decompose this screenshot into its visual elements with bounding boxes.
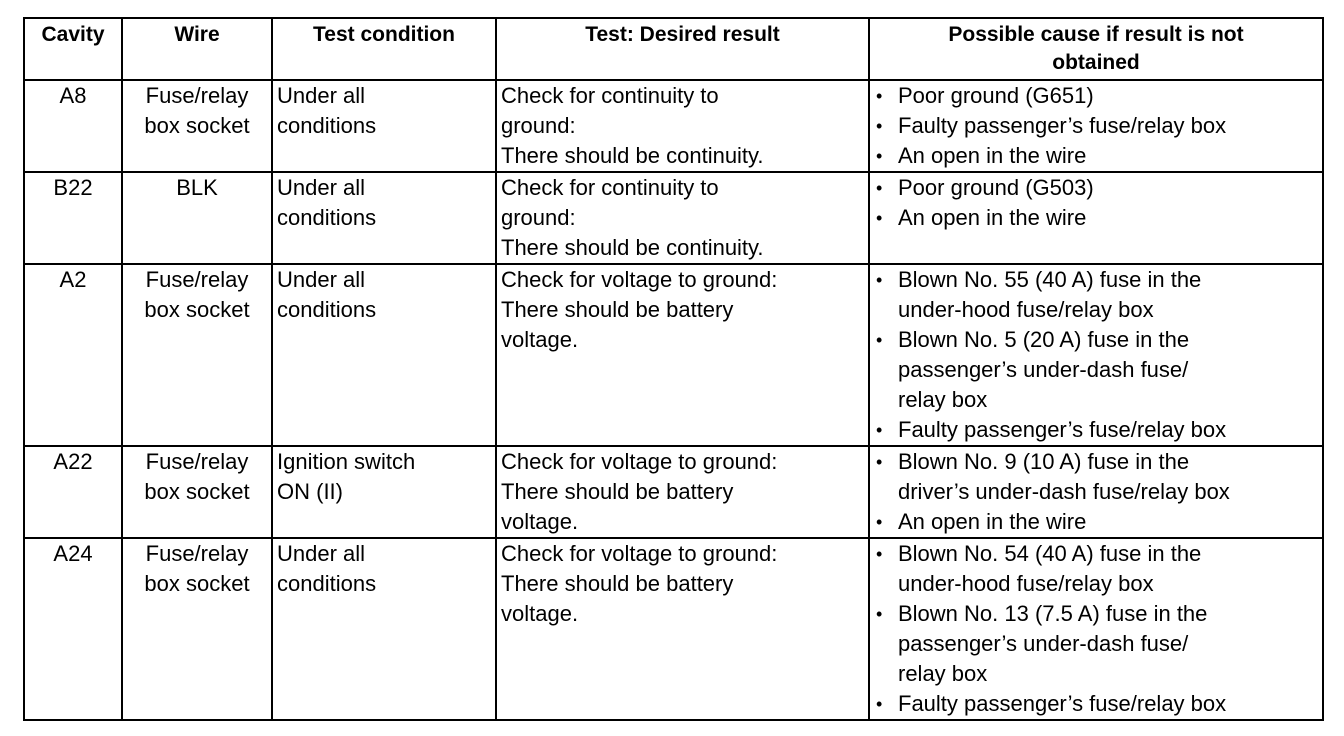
header-possible-cause-line1: Possible cause if result is not [948,23,1244,46]
cell-possible-cause [869,80,1323,172]
cell-desired-result [496,172,869,264]
header-cavity: Cavity [24,18,122,80]
header-row [24,18,1323,80]
cell-possible-cause [869,446,1323,538]
cell-cavity: A8 [24,80,122,172]
diagnostic-table [23,17,1324,721]
cause-text [898,173,1318,203]
cell-desired-result [496,264,869,446]
cell-test-condition-line: Under all [277,541,366,566]
cell-desired-result-line: Check for continuity to [501,175,719,200]
cell-test-condition-line: Under all [277,267,366,292]
cell-wire-line: Fuse/relay [145,449,249,474]
bullet-icon: • [876,86,883,106]
cause-list [874,173,1318,233]
cause-text-line: Blown No. 9 (10 A) fuse in the [898,449,1190,474]
cell-test-condition-line: Under all [277,83,366,108]
cause-text-line: An open in the wire [898,205,1087,230]
cell-desired-result-line: Check for voltage to ground: [501,267,778,292]
cell-wire-line: box socket [144,479,250,504]
bullet-icon: • [876,146,883,166]
cause-text-line: An open in the wire [898,143,1087,168]
bullet-icon: • [876,694,883,714]
cell-desired-result-line: There should be battery [501,479,734,504]
cell-test-condition [272,80,496,172]
cell-test-condition-line: conditions [277,297,377,322]
cell-desired-result-line: There should be battery [501,571,734,596]
cell-wire-line: box socket [144,113,250,138]
cell-desired-result-line: ground: [501,113,576,138]
bullet-icon: • [876,330,883,350]
bullet-icon: • [876,544,883,564]
cause-text [898,689,1318,719]
cell-desired-result-line: voltage. [501,601,579,626]
header-possible-cause [869,18,1323,80]
table-body [24,80,1323,720]
cell-wire [122,446,272,538]
cause-text [898,265,1318,325]
table-row [24,446,1323,538]
cell-desired-result-line: voltage. [501,327,579,352]
cause-item [874,173,1318,203]
cause-text [898,599,1318,689]
cell-test-condition-line: conditions [277,571,377,596]
cell-test-condition-line: conditions [277,205,377,230]
cause-list [874,539,1318,719]
cause-list [874,447,1318,537]
cause-text [898,141,1318,171]
cell-wire-line: Fuse/relay [145,541,249,566]
header-possible-cause-line2: obtained [1052,51,1140,74]
cause-item [874,203,1318,233]
cause-text-line: Faulty passenger’s fuse/relay box [898,417,1227,442]
cell-desired-result-line: There should be continuity. [501,143,764,168]
bullet-icon: • [876,116,883,136]
cause-text [898,415,1318,445]
cell-wire [122,80,272,172]
cell-test-condition [272,446,496,538]
table-row [24,538,1323,720]
cell-desired-result [496,538,869,720]
cell-possible-cause [869,538,1323,720]
cause-text [898,539,1318,599]
cell-test-condition-line: conditions [277,113,377,138]
cause-text-line: Blown No. 13 (7.5 A) fuse in the [898,601,1208,626]
cause-text-line: Blown No. 5 (20 A) fuse in the [898,327,1190,352]
cause-text-line: Faulty passenger’s fuse/relay box [898,113,1227,138]
cause-text-line: driver’s under-dash fuse/relay box [898,479,1230,504]
bullet-icon: • [876,512,883,532]
cause-text-line: relay box [898,387,988,412]
cell-wire [122,264,272,446]
bullet-icon: • [876,604,883,624]
cause-item [874,81,1318,111]
cause-text [898,447,1318,507]
cause-item [874,325,1318,415]
cause-text-line: under-hood fuse/relay box [898,571,1154,596]
cause-text-line: Poor ground (G651) [898,83,1094,108]
table-row [24,80,1323,172]
cause-item [874,111,1318,141]
cell-wire-line: Fuse/relay [145,83,249,108]
cell-cavity: A22 [24,446,122,538]
cell-wire-line: BLK [176,175,218,200]
cell-test-condition [272,264,496,446]
cause-text [898,81,1318,111]
cause-text [898,325,1318,415]
cause-text-line: passenger’s under-dash fuse/ [898,631,1189,656]
cause-text-line: An open in the wire [898,509,1087,534]
bullet-icon: • [876,270,883,290]
cause-text [898,507,1318,537]
cell-cavity: B22 [24,172,122,264]
bullet-icon: • [876,452,883,472]
cause-text-line: relay box [898,661,988,686]
cell-test-condition-line: ON (II) [277,479,343,504]
header-test-condition: Test condition [272,18,496,80]
header-wire: Wire [122,18,272,80]
cause-text-line: Blown No. 55 (40 A) fuse in the [898,267,1202,292]
cell-test-condition-line: Under all [277,175,366,200]
cause-text-line: Blown No. 54 (40 A) fuse in the [898,541,1202,566]
bullet-icon: • [876,420,883,440]
cause-item [874,265,1318,325]
cause-item [874,141,1318,171]
cause-item [874,539,1318,599]
cell-desired-result [496,446,869,538]
cause-text [898,203,1318,233]
cause-list [874,81,1318,171]
cell-wire-line: box socket [144,571,250,596]
cause-text-line: passenger’s under-dash fuse/ [898,357,1189,382]
cause-text-line: under-hood fuse/relay box [898,297,1154,322]
bullet-icon: • [876,178,883,198]
cell-wire-line: Fuse/relay [145,267,249,292]
cell-desired-result-line: There should be battery [501,297,734,322]
header-desired-result: Test: Desired result [496,18,869,80]
cell-desired-result [496,80,869,172]
cause-item [874,415,1318,445]
cell-desired-result-line: There should be continuity. [501,235,764,260]
cell-desired-result-line: Check for continuity to [501,83,719,108]
cell-wire-line: box socket [144,297,250,322]
table-row [24,172,1323,264]
cell-possible-cause [869,264,1323,446]
cause-text-line: Faulty passenger’s fuse/relay box [898,691,1227,716]
cause-item [874,447,1318,507]
cell-possible-cause [869,172,1323,264]
cause-text [898,111,1318,141]
bullet-icon: • [876,208,883,228]
cause-list [874,265,1318,445]
cause-text-line: Poor ground (G503) [898,175,1094,200]
table-row [24,264,1323,446]
cell-desired-result-line: voltage. [501,509,579,534]
cause-item [874,599,1318,689]
cause-item [874,689,1318,719]
cell-wire [122,172,272,264]
cell-wire [122,538,272,720]
cell-desired-result-line: Check for voltage to ground: [501,449,778,474]
cause-item [874,507,1318,537]
cell-test-condition [272,538,496,720]
cell-desired-result-line: Check for voltage to ground: [501,541,778,566]
cell-desired-result-line: ground: [501,205,576,230]
cell-test-condition-line: Ignition switch [277,449,416,474]
cell-cavity: A2 [24,264,122,446]
cell-test-condition [272,172,496,264]
cell-cavity: A24 [24,538,122,720]
